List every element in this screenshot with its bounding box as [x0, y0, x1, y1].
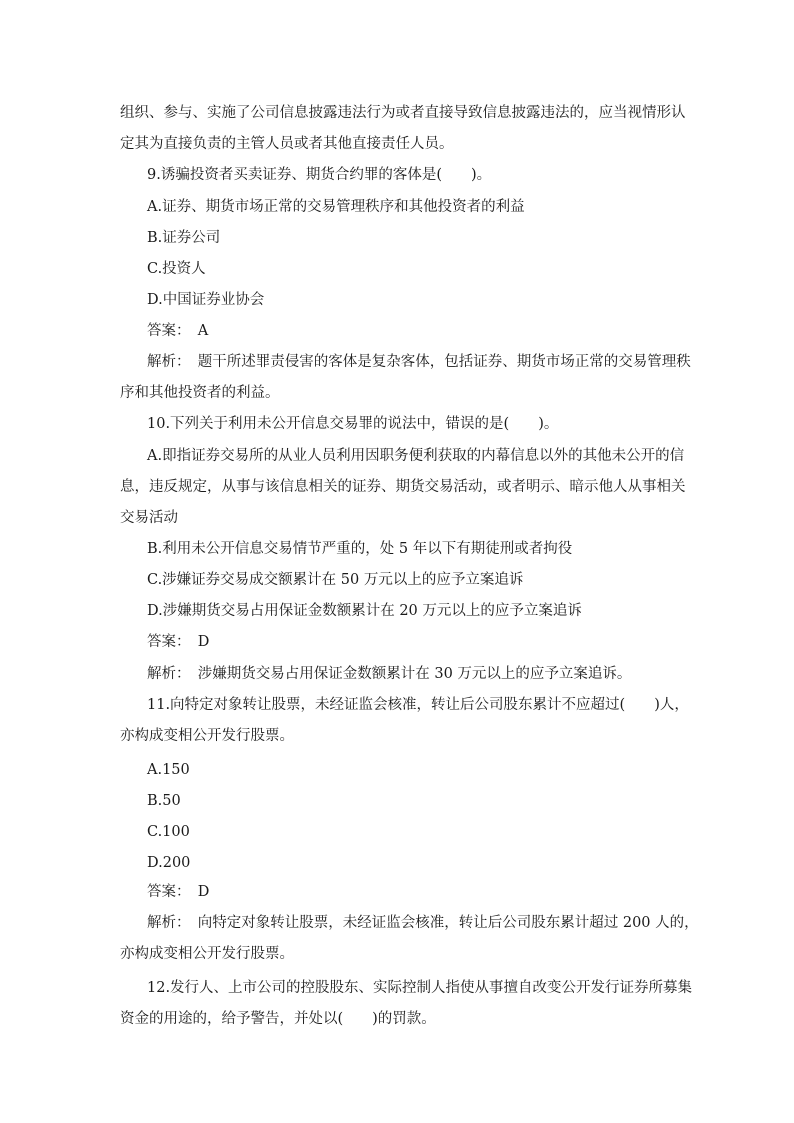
question-11-stem: 11.向特定对象转让股票，未经证监会核准，转让后公司股东累计不应超过( )人，: [147, 697, 689, 713]
question-10-option-a-cont: 息，违反规定，从事与该信息相关的证券、期货交易活动，或者明示、暗示他人从事相关: [120, 479, 686, 495]
question-10-option-a: A.即指证券交易所的从业人员利用因职务便利获取的内幕信息以外的其他未公开的信: [147, 448, 685, 464]
question-10-option-a-cont: 交易活动: [120, 510, 178, 526]
question-10-option-d: D.涉嫌期货交易占用保证金数额累计在 20 万元以上的应予立案追诉: [147, 603, 582, 619]
question-11-answer: 答案： D: [147, 884, 210, 900]
text-line-continuation: 定其为直接负责的主管人员或者其他直接责任人员。: [120, 136, 454, 152]
question-9-option-d: D.中国证券业协会: [147, 292, 265, 308]
question-9-option-b: B.证券公司: [147, 230, 221, 246]
question-12-stem: 12.发行人、上市公司的控股股东、实际控制人指使从事擅自改变公开发行证券所募集: [147, 980, 693, 996]
question-9-option-a: A.证券、期货市场正常的交易管理秩序和其他投资者的利益: [147, 199, 525, 215]
question-11-option-d: D.200: [147, 855, 191, 871]
question-9-analysis: 解析： 题干所述罪责侵害的客体是复杂客体，包括证券、期货市场正常的交易管理秩: [147, 354, 691, 370]
question-11-analysis: 解析： 向特定对象转让股票，未经证监会核准，转让后公司股东累计超过 200 人的，: [147, 915, 699, 931]
question-11-option-a: A.150: [147, 762, 190, 778]
question-11-stem-cont: 亦构成变相公开发行股票。: [120, 728, 294, 744]
question-10-stem: 10.下列关于利用未公开信息交易罪的说法中，错误的是( )。: [147, 416, 559, 432]
question-10-option-b: B.利用未公开信息交易情节严重的，处 5 年以下有期徒刑或者拘役: [147, 541, 573, 557]
question-11-option-c: C.100: [147, 824, 190, 840]
question-9-option-c: C.投资人: [147, 261, 206, 277]
question-12-stem-cont: 资金的用途的，给予警告，并处以( )的罚款。: [120, 1011, 436, 1027]
question-9-analysis-cont: 序和其他投资者的利益。: [120, 385, 280, 401]
question-11-analysis-cont: 亦构成变相公开发行股票。: [120, 946, 294, 962]
question-11-option-b: B.50: [147, 793, 181, 809]
question-9-stem: 9.诱骗投资者买卖证券、期货合约罪的客体是( )。: [147, 167, 492, 183]
question-10-option-c: C.涉嫌证券交易成交额累计在 50 万元以上的应予立案追诉: [147, 572, 524, 588]
text-line-continuation: 组织、参与、实施了公司信息披露违法行为或者直接导致信息披露违法的，应当视情形认: [120, 105, 686, 121]
question-10-answer: 答案： D: [147, 634, 210, 650]
question-10-analysis: 解析： 涉嫌期货交易占用保证金数额累计在 30 万元以上的应予立案追诉。: [147, 666, 632, 682]
question-9-answer: 答案： A: [147, 323, 209, 339]
